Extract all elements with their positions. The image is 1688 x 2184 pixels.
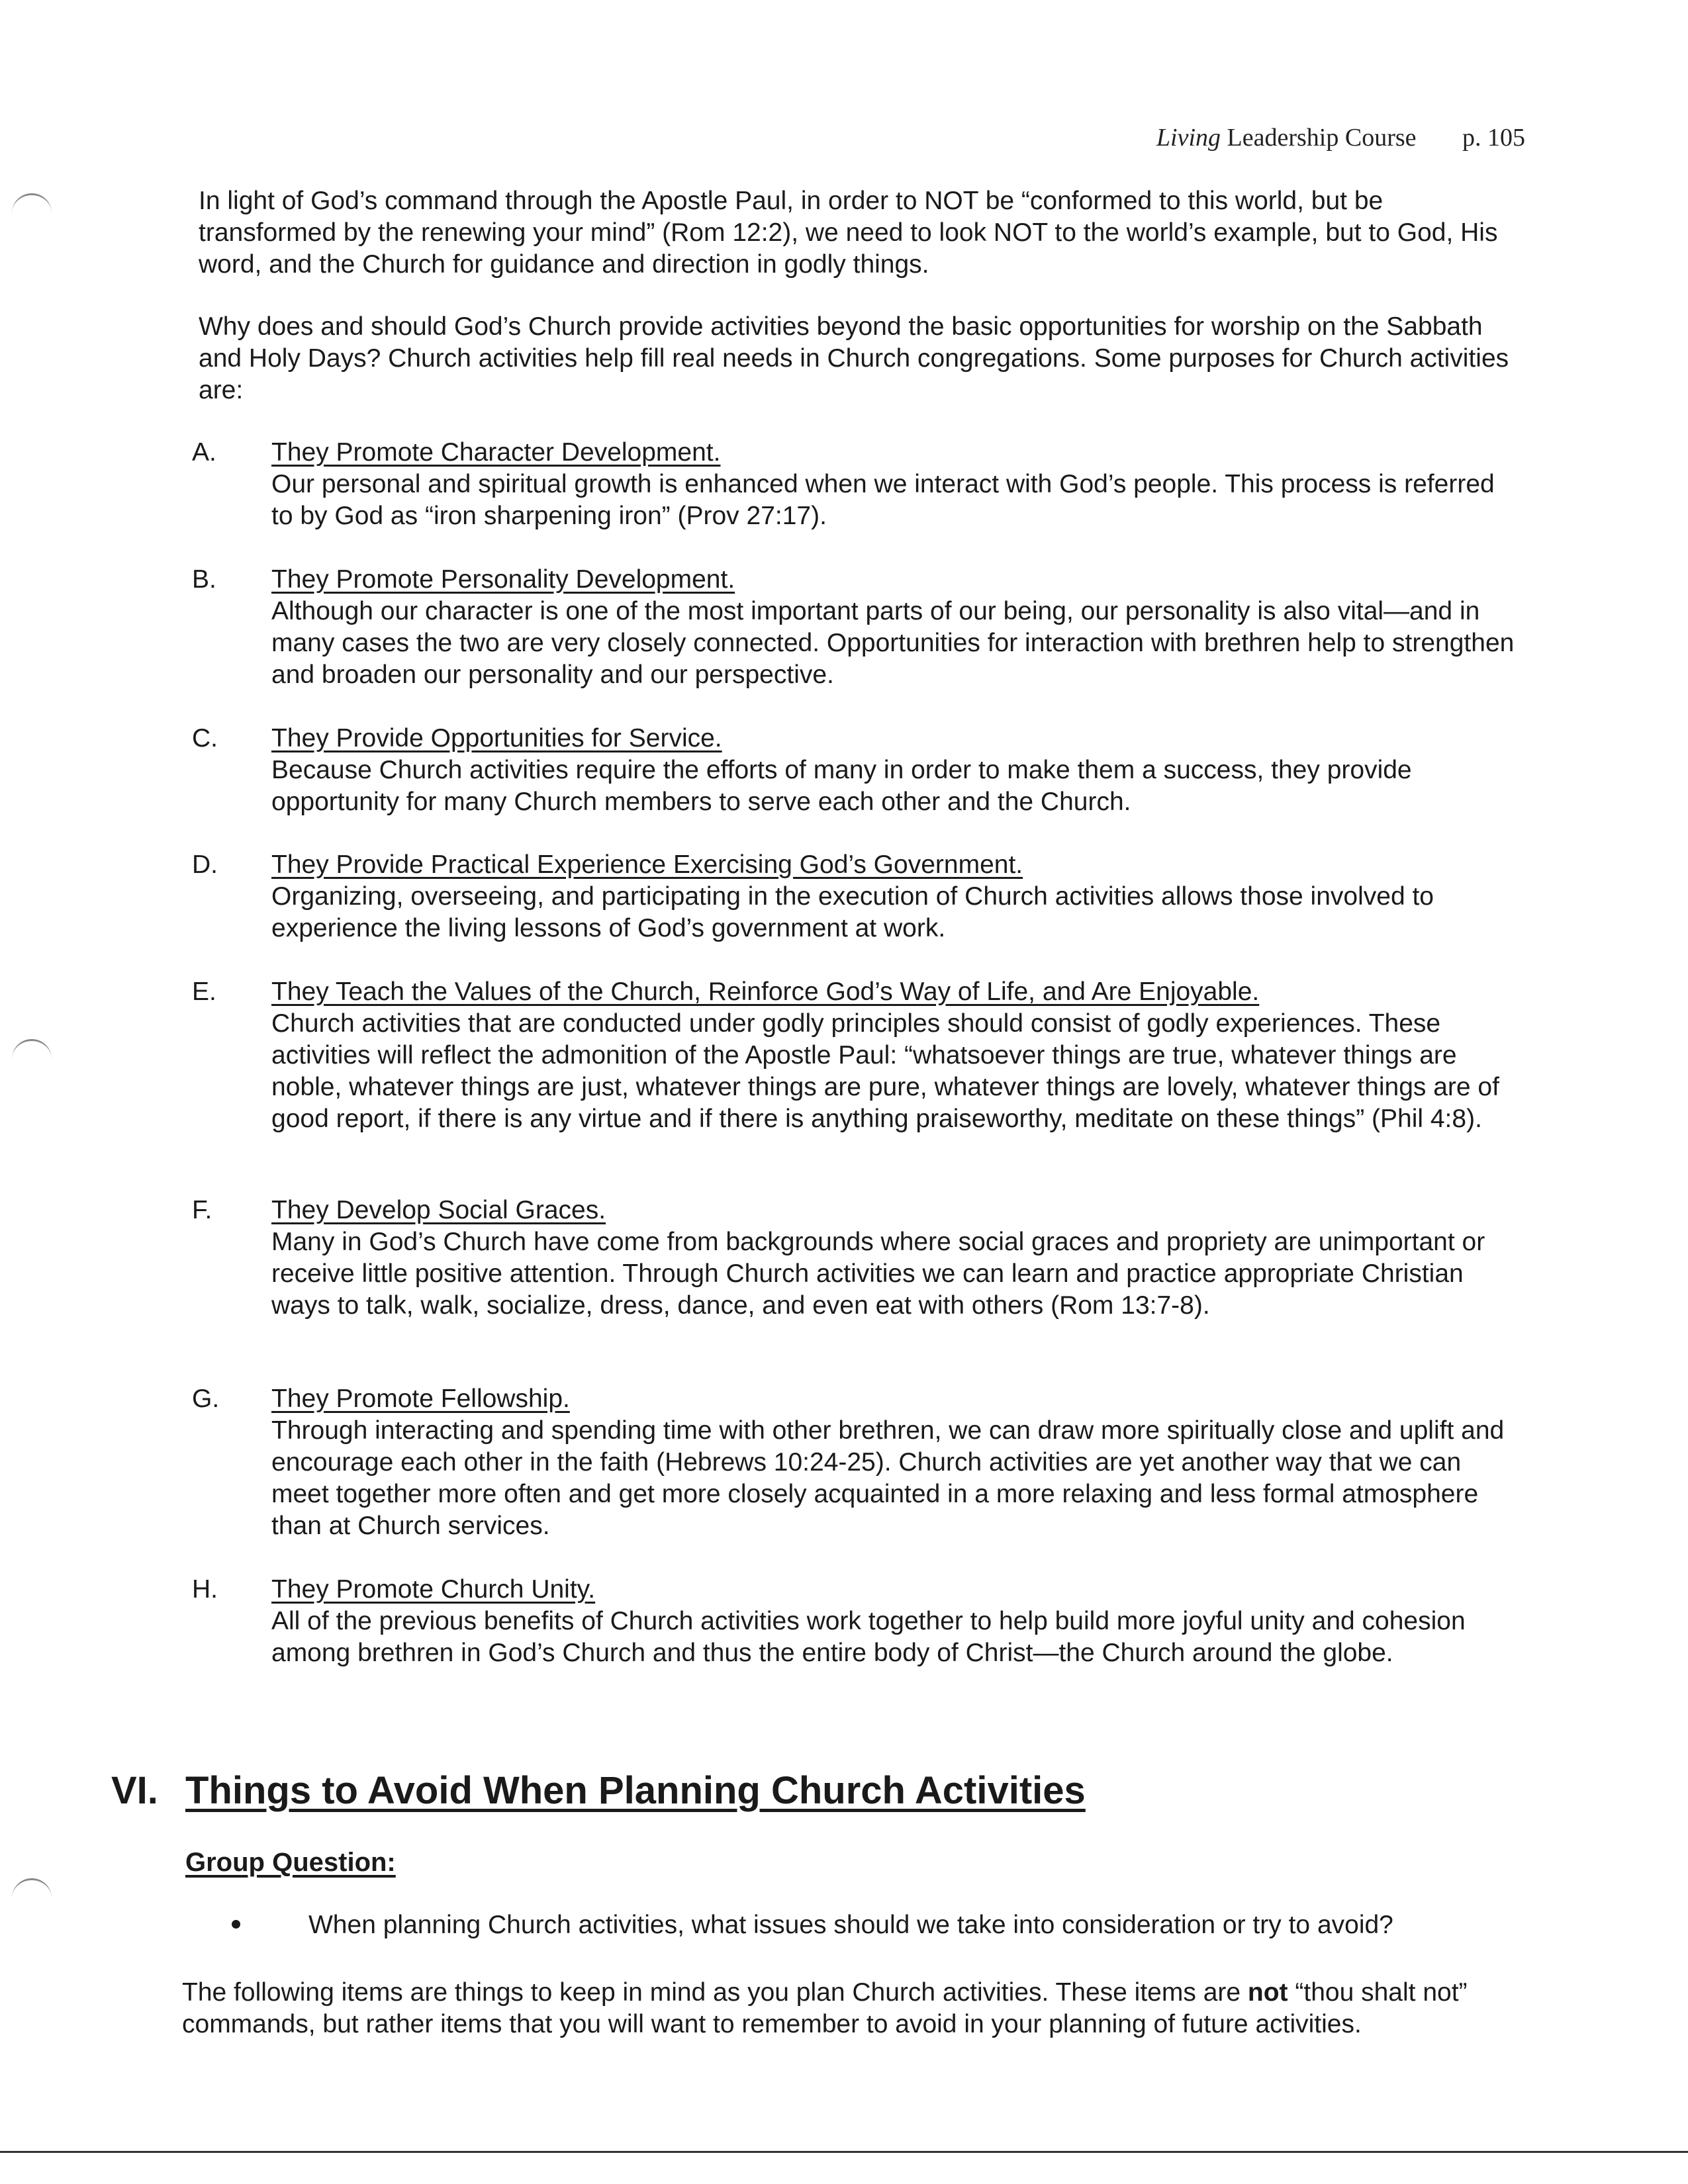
item-body: Organizing, overseeing, and participating in the execution of Church activities allows those involved to experience the living lessons of God’s government at work. [271, 882, 1434, 942]
section-title: Things to Avoid When Planning Church Activities [185, 1769, 1086, 1812]
page-header [1156, 123, 1525, 152]
scan-edge-line [0, 2151, 1688, 2153]
item-letter: H. [192, 1575, 218, 1604]
group-question-label: Group Question: [185, 1848, 396, 1877]
punch-hole-mark [12, 1039, 52, 1068]
item-letter: F. [192, 1196, 212, 1224]
item-body: Church activities that are conducted under godly principles should consist of godly experiences. These activities will reflect the admonition of the Apostle Paul: “whatsoever things are true, whatever things are noble, whatever things are just, whatever things are pure, whatever things are lovely, whatever things are of good report, if there is any virtue and if there is anything praiseworthy, meditate on these things” (Phil 4:8). [271, 1009, 1499, 1133]
item-letter: E. [192, 978, 216, 1006]
item-body: Through interacting and spending time with other brethren, we can draw more spiritually close and uplift and encourage each other in the faith (Hebrews 10:24-25). Church activities are yet another way that we can meet together more often and get more closely acquainted in a more relaxing and less formal atmosphere than at Church services. [271, 1416, 1505, 1540]
course-name-italic: Living [1156, 124, 1221, 152]
item-title: They Promote Church Unity. [271, 1575, 596, 1604]
closing-bold-word: not [1247, 1978, 1288, 2007]
item-letter: C. [192, 724, 218, 752]
item-title: They Provide Practical Experience Exercising God’s Government. [271, 850, 1023, 879]
item-body: Although our character is one of the most important parts of our being, our personality is also vital—and in many cases the two are very closely connected. Opportunities for interaction with brethren help to strengthen and broaden our personality and our perspective. [271, 597, 1515, 689]
intro-paragraph-1: In light of God’s command through the Apostle Paul, in order to NOT be “conformed to this world, but be transformed by the renewing your mind” (Rom 12:2), we need to look NOT to the world’s example, but to God, His word, and the Church for guidance and direction in godly things. [199, 187, 1498, 279]
punch-hole-mark [12, 1878, 52, 1907]
item-title: They Promote Character Development. [271, 438, 721, 467]
item-letter: A. [192, 438, 216, 467]
item-body: Because Church activities require the efforts of many in order to make them a success, they provide opportunity for many Church members to serve each other and the Church. [271, 756, 1412, 816]
item-letter: D. [192, 850, 218, 879]
closing-text-1: The following items are things to keep in mind as you plan Church activities. These items are [182, 1978, 1248, 2007]
item-body: Our personal and spiritual growth is enhanced when we interact with God’s people. This process is referred to by God as “iron sharpening iron” (Prov 27:17). [271, 470, 1495, 530]
section-number: VI. [111, 1769, 158, 1812]
item-title: They Promote Personality Development. [271, 565, 735, 594]
item-letter: G. [192, 1385, 220, 1413]
closing-paragraph [182, 1977, 1526, 2040]
section-heading [111, 1768, 1086, 1813]
question-text: When planning Church activities, what issues should we take into consideration or try to avoid? [308, 1911, 1393, 1939]
item-title: They Teach the Values of the Church, Reinforce God’s Way of Life, and Are Enjoyable. [271, 978, 1260, 1006]
item-title: They Promote Fellowship. [271, 1385, 570, 1413]
closing-text-2: “thou shalt not” commands, but rather items that you will want to remember to avoid in your planning of future activities. [182, 1978, 1468, 2038]
item-title: They Provide Opportunities for Service. [271, 724, 722, 752]
item-body: All of the previous benefits of Church activities work together to help build more joyful unity and cohesion among brethren in God’s Church and thus the entire body of Christ—the Church around the globe. [271, 1607, 1466, 1667]
bullet-icon [232, 1920, 240, 1929]
item-letter: B. [192, 565, 216, 594]
page-number: p. 105 [1462, 124, 1525, 152]
item-title: They Develop Social Graces. [271, 1196, 606, 1224]
course-name: Leadership Course [1227, 124, 1417, 152]
intro-paragraph-2: Why does and should God’s Church provide activities beyond the basic opportunities for worship on the Sabbath and Holy Days? Church activities help fill real needs in Church congregations. Some purposes for Church activities are: [199, 312, 1509, 404]
punch-hole-mark [12, 193, 52, 222]
item-body: Many in God’s Church have come from backgrounds where social graces and propriety are unimportant or receive little positive attention. Through Church activities we can learn and practice appropriate Christian ways to talk, walk, socialize, dress, dance, and even eat with others (Rom 13:7-8). [271, 1228, 1485, 1320]
